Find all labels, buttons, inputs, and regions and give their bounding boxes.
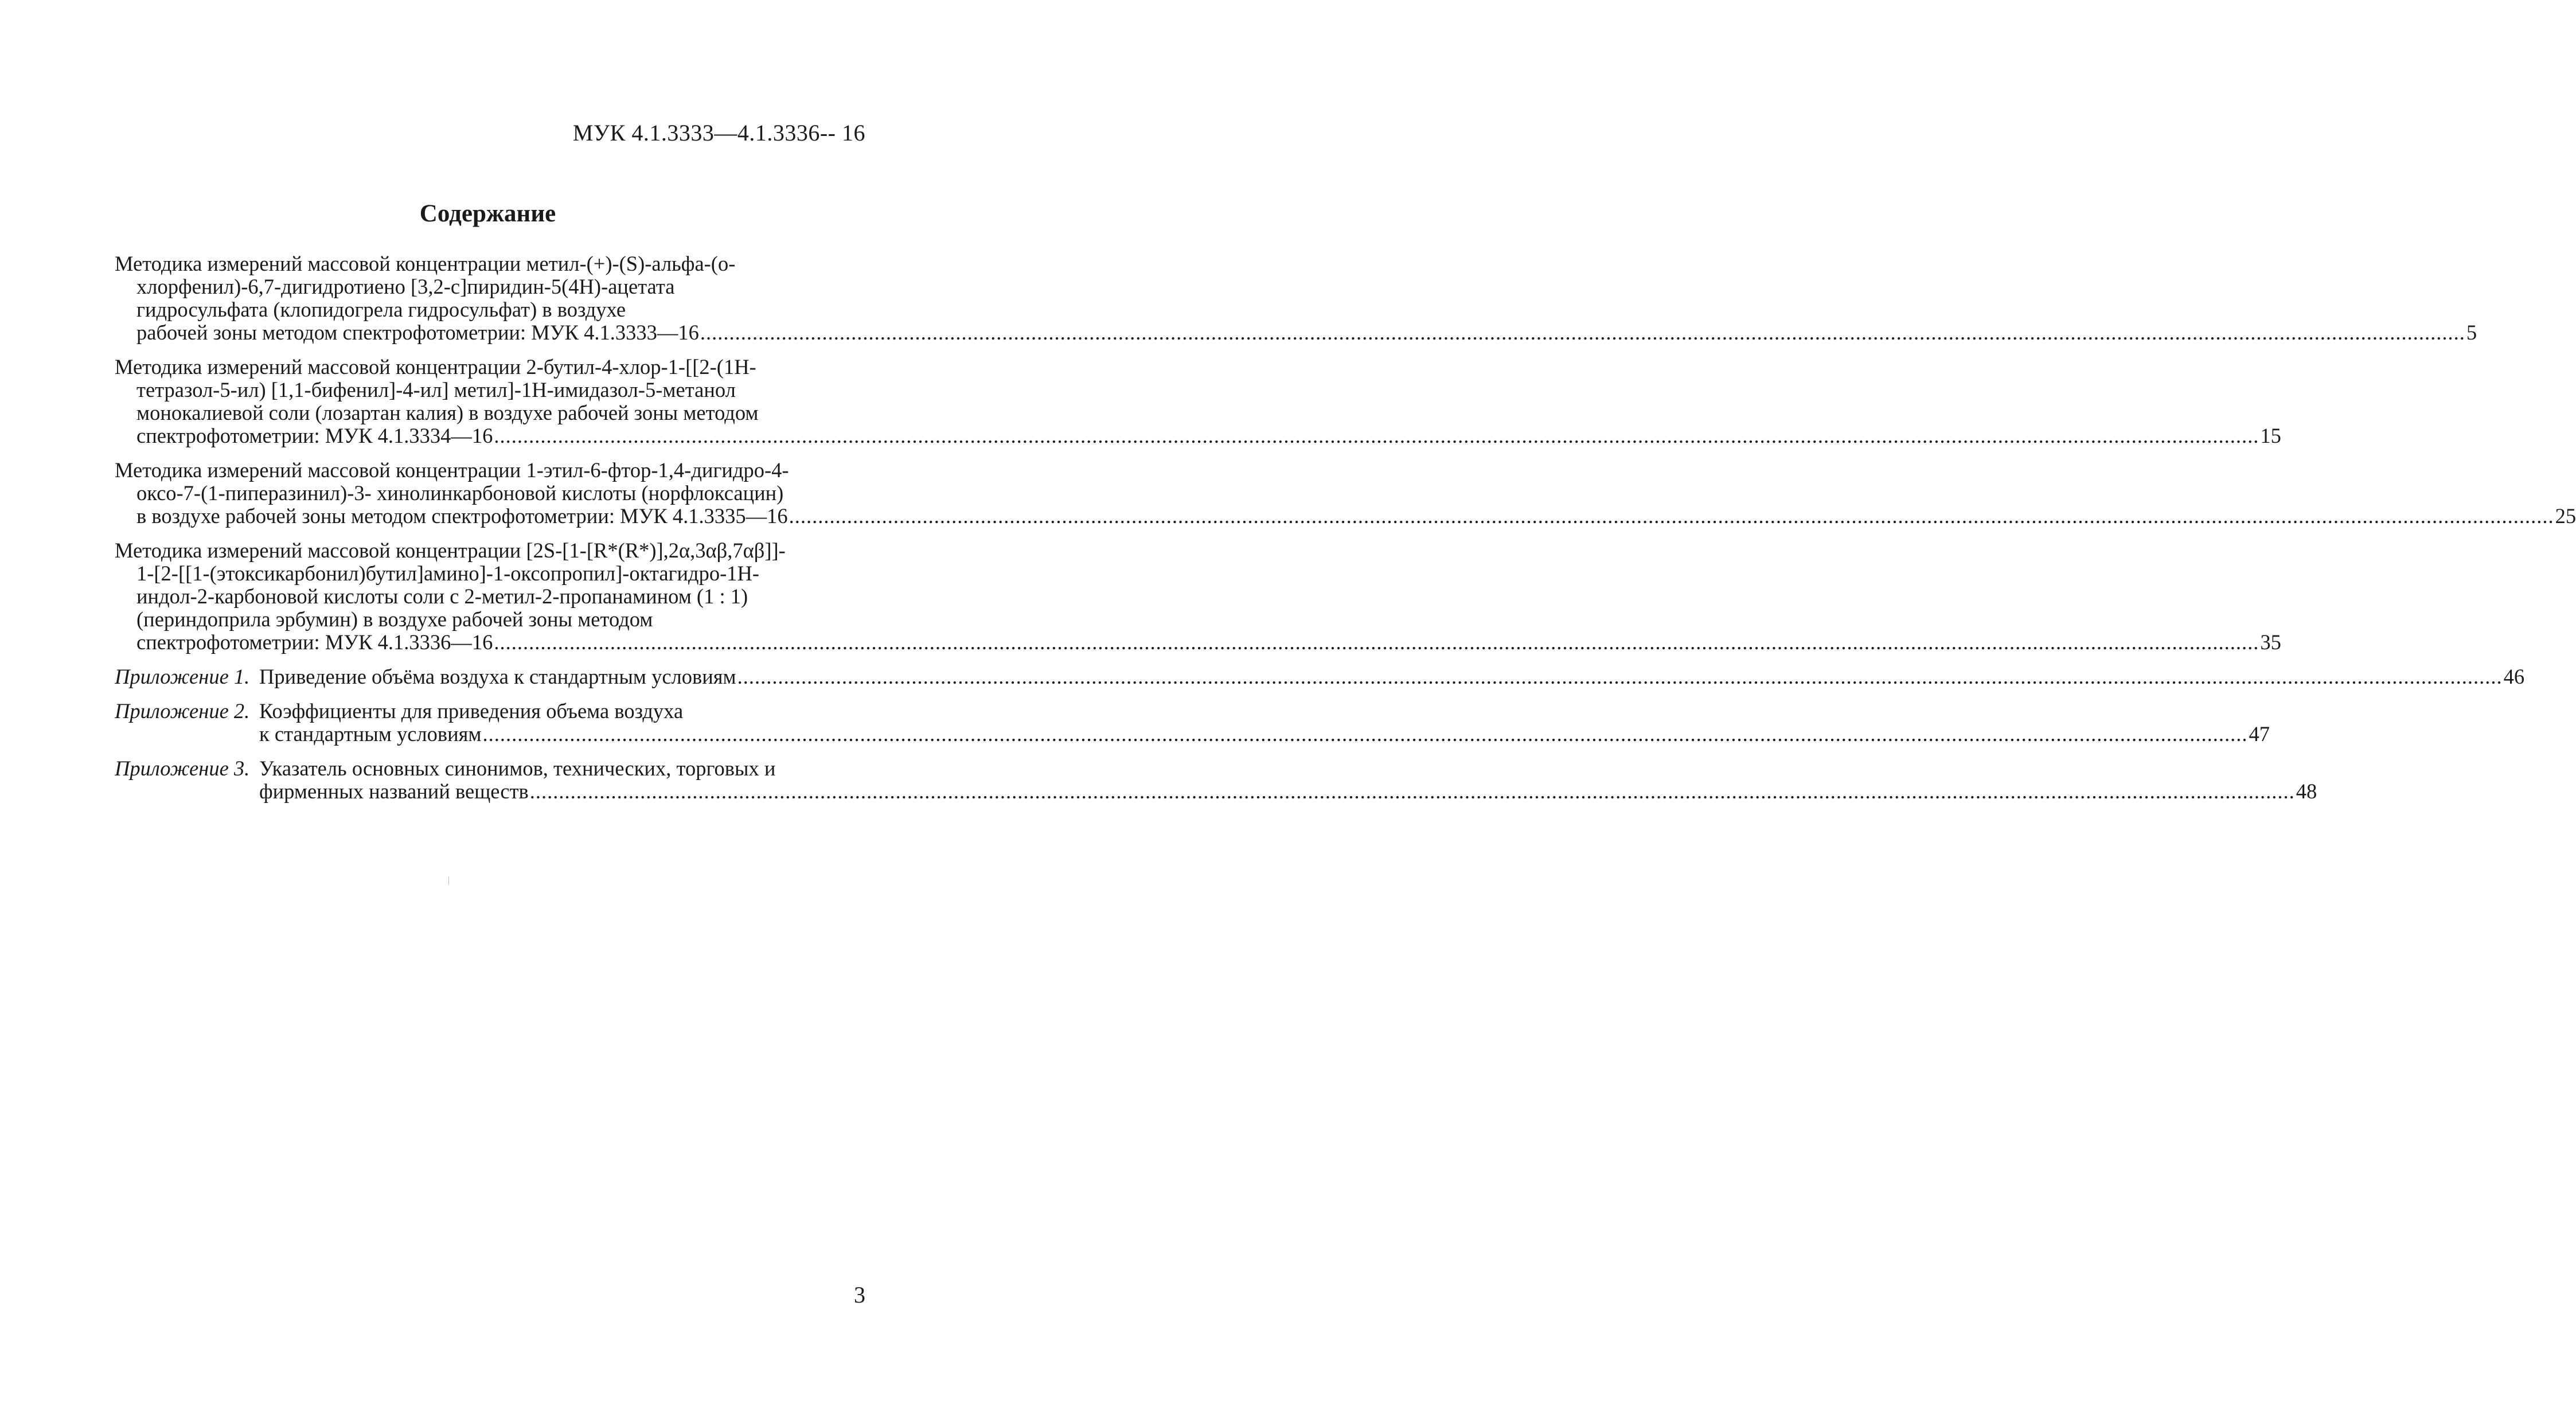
- toc-entry-line: индол-2-карбоновой кислоты соли с 2-метил-2-пропанамином (1 : 1): [136, 584, 748, 608]
- toc-entry-4[interactable]: [115, 539, 2281, 654]
- dot-leader: [530, 780, 2295, 803]
- appendix-label: Приложение 3.: [115, 757, 250, 780]
- toc-page-number: 15: [2260, 424, 2281, 447]
- toc-appendix-2[interactable]: [115, 699, 2270, 746]
- toc-page-number: 46: [2503, 665, 2525, 688]
- toc-page-number: 47: [2249, 722, 2270, 746]
- toc-page-number: 35: [2260, 630, 2281, 654]
- toc-entry-line: в воздухе рабочей зоны методом спектрофотометрии: МУК 4.1.3335—16: [136, 504, 788, 528]
- toc-entry-line: монокалиевой соли (лозартан калия) в воздухе рабочей зоны методом: [136, 401, 759, 424]
- toc-entry-line: гидросульфата (клопидогрела гидросульфат) в воздухе: [136, 298, 626, 321]
- toc-entry-line: хлорфенил)-6,7-дигидротиено [3,2-с]пиридин-5(4Н)-ацетата: [136, 275, 675, 298]
- appendix-label: Приложение 1.: [115, 665, 250, 688]
- toc-entry-last-line: [115, 504, 2576, 528]
- toc-entry-line: Методика измерений массовой концентрации [2S-[1-[R*(R*)],2α,3αβ,7αβ]]-: [115, 539, 786, 562]
- toc-entry-line: Методика измерений массовой концентрации 1-этил-6-фтор-1,4-дигидро-4-: [115, 458, 789, 482]
- toc-entry-last-line: [115, 321, 2477, 344]
- appendix-body: [259, 700, 2270, 746]
- toc-page-number: 48: [2296, 779, 2317, 803]
- toc-page-number: 5: [2466, 321, 2477, 344]
- toc-entry-last-line: [259, 723, 2270, 746]
- toc-page-number: 25: [2555, 504, 2576, 528]
- document-code: МУК 4.1.3333—4.1.3336-- 16: [572, 120, 865, 146]
- dot-leader: [737, 665, 2503, 688]
- toc-entry-3[interactable]: [115, 458, 2576, 528]
- toc-entry-last-line: [115, 630, 2281, 654]
- page-number: 3: [854, 1282, 865, 1308]
- appendix-body: [259, 665, 2524, 688]
- toc-entry-line: спектрофотометрии: МУК 4.1.3336—16: [136, 630, 493, 654]
- toc-entry-1[interactable]: [115, 252, 2477, 344]
- table-of-contents: [115, 252, 2576, 814]
- toc-entry-line: Приведение объёма воздуха к стандартным условиям: [259, 665, 736, 688]
- toc-entry-line: тетразол-5-ил) [1,1-бифенил]-4-ил] метил]-1Н-имидазол-5-метанол: [136, 378, 736, 401]
- dot-leader: [483, 723, 2248, 746]
- toc-entry-line: (периндоприла эрбумин) в воздухе рабочей зоны методом: [136, 607, 653, 631]
- toc-entry-2[interactable]: [115, 355, 2281, 447]
- toc-entry-line: 1-[2-[[1-(этоксикарбонил)бутил]амино]-1-оксопропил]-октагидро-1Н-: [136, 562, 760, 585]
- toc-entry-last-line: [259, 665, 2524, 688]
- toc-entry-line: к стандартным условиям: [259, 722, 482, 746]
- toc-entry-last-line: [115, 424, 2281, 447]
- appendix-body: [259, 757, 2317, 803]
- toc-entry-line: Указатель основных синонимов, технических, торговых и: [259, 757, 776, 780]
- appendix-label: Приложение 2.: [115, 699, 250, 723]
- toc-entry-line: рабочей зоны методом спектрофотометрии: МУК 4.1.3333—16: [136, 321, 699, 344]
- scan-mark: [448, 876, 449, 884]
- toc-entry-line: спектрофотометрии: МУК 4.1.3334—16: [136, 424, 493, 447]
- toc-entry-line: Коэффициенты для приведения объема воздуха: [259, 699, 684, 723]
- toc-entry-line: Методика измерений массовой концентрации метил-(+)-(S)-альфа-(о-: [115, 252, 736, 275]
- toc-entry-line: Методика измерений массовой концентрации 2-бутил-4-хлор-1-[[2-(1Н-: [115, 355, 756, 379]
- toc-entry-line: фирменных названий веществ: [259, 779, 529, 803]
- toc-appendix-3[interactable]: [115, 757, 2317, 803]
- dot-leader: [700, 321, 2465, 344]
- toc-entry-line: оксо-7-(1-пиперазинил)-3- хинолинкарбоновой кислоты (норфлоксацин): [136, 481, 784, 505]
- toc-appendix-1[interactable]: [115, 665, 2525, 688]
- toc-entry-last-line: [259, 780, 2317, 803]
- dot-leader: [494, 631, 2259, 654]
- dot-leader: [789, 505, 2554, 528]
- page-title: Содержание: [419, 200, 556, 227]
- dot-leader: [494, 424, 2259, 447]
